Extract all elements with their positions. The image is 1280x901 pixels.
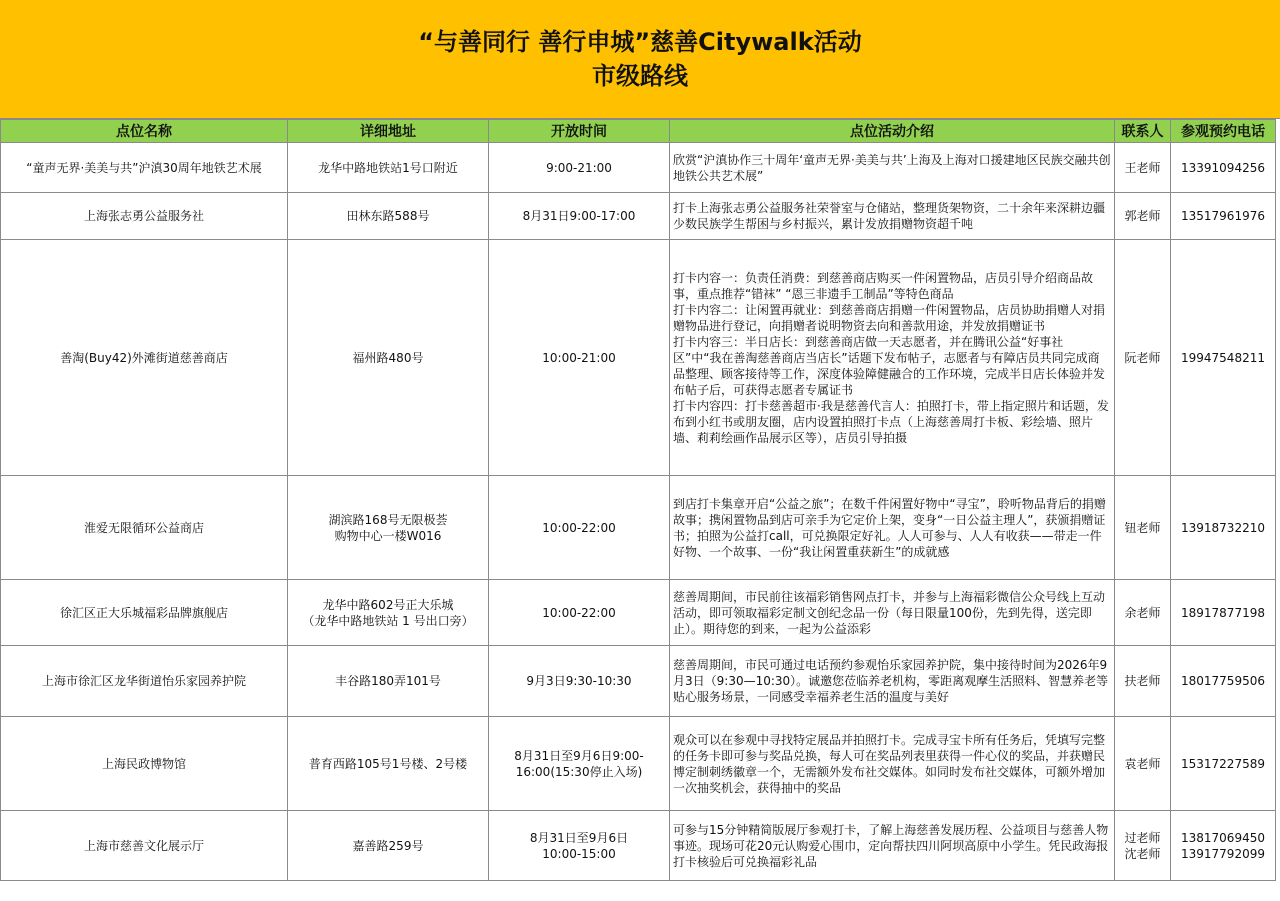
intro-paragraph: 慈善周期间，市民前往该福彩销售网点打卡，并参与上海福彩微信公众号线上互动活动，即可领取福彩定制文创纪念品一份（每日限量100份，先到先得，送完即止）。期待您的到来，一起为公益添彩 bbox=[673, 589, 1106, 636]
address-line: （龙华中路地铁站 1 号出口旁） bbox=[302, 613, 474, 628]
hours-line: 10:00-21:00 bbox=[542, 350, 616, 365]
hours-line: 8月31日9:00-17:00 bbox=[522, 209, 636, 223]
hours-line: 9月3日9:30-10:30 bbox=[526, 674, 632, 688]
table-row bbox=[1, 717, 1276, 811]
location-name-cell: “童声无界·美美与共”沪滇30周年地铁艺术展 bbox=[1, 143, 288, 193]
table-row bbox=[1, 193, 1276, 240]
hours-line: 10:00-15:00 bbox=[542, 846, 616, 861]
phone-number: 13917792099 bbox=[1181, 846, 1265, 861]
phone-cell bbox=[1171, 193, 1276, 240]
opening-hours-cell bbox=[489, 143, 670, 193]
location-name-cell: 善淘(Buy42)外滩街道慈善商店 bbox=[1, 240, 288, 476]
table-row bbox=[1, 240, 1276, 476]
activity-intro-cell bbox=[670, 240, 1115, 476]
address-cell bbox=[288, 811, 489, 881]
contact-name: 阮老师 bbox=[1124, 350, 1161, 365]
opening-hours-cell bbox=[489, 476, 670, 580]
table-header-row bbox=[1, 120, 1276, 143]
location-name-cell: 上海张志勇公益服务社 bbox=[1, 193, 288, 240]
address-line: 龙华中路地铁站1号口附近 bbox=[318, 160, 458, 175]
phone-cell bbox=[1171, 717, 1276, 811]
intro-paragraph: 打卡内容二：让闲置再就业：到慈善商店捐赠一件闲置物品，店员协助捐赠人对捐赠物品进行登记，向捐赠者说明物资去向和善款用途，并发放捐赠证书 bbox=[673, 302, 1106, 333]
address-cell bbox=[288, 580, 489, 646]
address-line: 购物中心一楼W016 bbox=[334, 528, 442, 543]
table-row bbox=[1, 476, 1276, 580]
address-line: 普育西路105号1号楼、2号楼 bbox=[308, 756, 468, 771]
page-title: “与善同行 善行申城”慈善Citywalk活动 bbox=[418, 28, 862, 56]
address-line: 丰谷路180弄101号 bbox=[335, 674, 441, 688]
phone-number: 13517961976 bbox=[1181, 209, 1265, 223]
contact-cell bbox=[1115, 193, 1171, 240]
activity-intro-cell bbox=[670, 193, 1115, 240]
contact-cell bbox=[1115, 580, 1171, 646]
contact-name: 扶老师 bbox=[1124, 674, 1161, 688]
intro-paragraph: 打卡内容三：半日店长：到慈善商店做一天志愿者，并在腾讯公益“好事社区”中“我在善淘慈善商店当店长”话题下发布帖子，志愿者与有障店员共同完成商品整理、顾客接待等工作，深度体验障健融合的工作环境，完成半日店长体验并发布帖子后，可获得志愿者专属证书 bbox=[673, 334, 1106, 397]
table-row bbox=[1, 143, 1276, 193]
hours-line: 10:00-22:00 bbox=[542, 520, 616, 535]
location-name-cell: 淮爱无限循环公益商店 bbox=[1, 476, 288, 580]
activity-intro-cell bbox=[670, 717, 1115, 811]
contact-cell bbox=[1115, 476, 1171, 580]
phone-cell bbox=[1171, 240, 1276, 476]
address-line: 田林东路588号 bbox=[346, 209, 430, 223]
contact-name: 沈老师 bbox=[1124, 846, 1161, 861]
address-cell bbox=[288, 476, 489, 580]
contact-cell bbox=[1115, 240, 1171, 476]
phone-number: 13391094256 bbox=[1181, 160, 1265, 175]
phone-cell bbox=[1171, 143, 1276, 193]
header-activity-intro: 点位活动介绍 bbox=[670, 120, 1115, 143]
phone-cell bbox=[1171, 580, 1276, 646]
header-contact: 联系人 bbox=[1115, 120, 1171, 143]
opening-hours-cell bbox=[489, 811, 670, 881]
activity-intro-cell bbox=[670, 646, 1115, 717]
hours-line: 8月31日至9月6日 bbox=[529, 830, 629, 845]
phone-cell bbox=[1171, 476, 1276, 580]
header-address: 详细地址 bbox=[288, 120, 489, 143]
address-cell bbox=[288, 717, 489, 811]
contact-name: 郭老师 bbox=[1124, 209, 1161, 223]
hours-line: 10:00-22:00 bbox=[542, 605, 616, 620]
contact-name: 袁老师 bbox=[1124, 756, 1161, 771]
hours-line: 8月31日至9月6日9:00-16:00(15:30停止入场) bbox=[514, 748, 644, 779]
activity-intro-cell bbox=[670, 476, 1115, 580]
phone-number: 15317227589 bbox=[1181, 756, 1265, 771]
intro-paragraph: 打卡上海张志勇公益服务社荣誉室与仓储站，整理货架物资，二十余年来深耕边疆少数民族学生帮困与乡村振兴，累计发放捐赠物资超千吨 bbox=[673, 201, 1106, 231]
address-cell bbox=[288, 240, 489, 476]
phone-number: 13817069450 bbox=[1181, 830, 1265, 845]
address-cell bbox=[288, 143, 489, 193]
phone-cell bbox=[1171, 646, 1276, 717]
contact-name: 余老师 bbox=[1124, 605, 1161, 620]
phone-number: 18917877198 bbox=[1181, 605, 1265, 620]
header-banner bbox=[0, 0, 1280, 119]
activity-intro-cell bbox=[670, 580, 1115, 646]
hours-line: 9:00-21:00 bbox=[546, 160, 612, 175]
contact-name: 过老师 bbox=[1124, 830, 1161, 845]
intro-paragraph: 到店打卡集章开启“公益之旅”；在数千件闲置好物中“寻宝”，聆听物品背后的捐赠故事；携闲置物品到店可亲手为它定价上架，变身“一日公益主理人”，获颁捐赠证书；拍照为公益打call，可兑换限定好礼。人人可参与、人人有收获——带走一件好物、一个故事、一份“我让闲置重获新生”的成就感 bbox=[673, 496, 1106, 559]
address-cell bbox=[288, 193, 489, 240]
opening-hours-cell bbox=[489, 580, 670, 646]
intro-paragraph: 慈善周期间，市民可通过电话预约参观怡乐家园养护院，集中接待时间为2026年9月3日（9:30—10:30）。诚邀您莅临养老机构，零距离观摩生活照料、智慧养老等贴心服务场景，一同感受幸福养老生活的温度与美好 bbox=[673, 658, 1109, 704]
location-name-cell: 上海民政博物馆 bbox=[1, 717, 288, 811]
activity-intro-cell bbox=[670, 143, 1115, 193]
address-line: 嘉善路259号 bbox=[352, 838, 424, 853]
contact-cell bbox=[1115, 646, 1171, 717]
contact-cell bbox=[1115, 143, 1171, 193]
contact-name: 王老师 bbox=[1124, 160, 1161, 175]
intro-paragraph: 打卡内容一：负责任消费：到慈善商店购买一件闲置物品，店员引导介绍商品故事，重点推荐“错袜” “恩三非遗手工制品”等特色商品 bbox=[673, 270, 1094, 301]
address-line: 福州路480号 bbox=[352, 350, 424, 365]
intro-paragraph: 打卡内容四：打卡慈善超市·我是慈善代言人：拍照打卡，带上指定照片和话题，发布到小红书或朋友圈，店内设置拍照打卡点（上海慈善周打卡板、彩绘墙、照片墙、莉莉绘画作品展示区等），店员引导拍摄 bbox=[673, 398, 1109, 445]
header-location-name: 点位名称 bbox=[1, 120, 288, 143]
contact-cell bbox=[1115, 717, 1171, 811]
opening-hours-cell bbox=[489, 717, 670, 811]
header-opening-hours: 开放时间 bbox=[489, 120, 670, 143]
contact-cell bbox=[1115, 811, 1171, 881]
address-cell bbox=[288, 646, 489, 717]
contact-name: 钮老师 bbox=[1124, 520, 1161, 535]
phone-number: 13918732210 bbox=[1181, 520, 1265, 535]
intro-paragraph: 欣赏“沪滇协作三十周年‘童声无界·美美与共’上海及上海对口援建地区民族交融共创地铁公共艺术展” bbox=[673, 152, 1111, 183]
page-subtitle: 市级路线 bbox=[592, 62, 688, 90]
opening-hours-cell bbox=[489, 193, 670, 240]
address-line: 湖滨路168号无限极荟 bbox=[328, 512, 448, 527]
location-name-cell: 上海市徐汇区龙华街道怡乐家园养护院 bbox=[1, 646, 288, 717]
address-line: 龙华中路602号正大乐城 bbox=[322, 597, 454, 612]
intro-paragraph: 观众可以在参观中寻找特定展品并拍照打卡。完成寻宝卡所有任务后，凭填写完整的任务卡即可参与奖品兑换，每人可在奖品列表里获得一件心仪的奖品，并获赠民博定制刺绣徽章一个，无需额外发布社交媒体。如同时发布社交媒体，可额外增加一次抽奖机会，获得抽中的奖品 bbox=[673, 732, 1106, 795]
opening-hours-cell bbox=[489, 240, 670, 476]
phone-number: 18017759506 bbox=[1181, 674, 1265, 688]
route-table bbox=[0, 119, 1276, 881]
location-name-cell: 上海市慈善文化展示厅 bbox=[1, 811, 288, 881]
phone-cell bbox=[1171, 811, 1276, 881]
table-row bbox=[1, 646, 1276, 717]
intro-paragraph: 可参与15分钟精简版展厅参观打卡，了解上海慈善发展历程、公益项目与慈善人物事迹。现场可花20元认购爱心围巾，定向帮扶四川阿坝高原中小学生。凭民政海报打卡核验后可兑换福彩礼品 bbox=[673, 822, 1109, 869]
activity-intro-cell bbox=[670, 811, 1115, 881]
header-phone: 参观预约电话 bbox=[1171, 120, 1276, 143]
opening-hours-cell bbox=[489, 646, 670, 717]
table-row bbox=[1, 811, 1276, 881]
phone-number: 19947548211 bbox=[1181, 350, 1265, 365]
location-name-cell: 徐汇区正大乐城福彩品牌旗舰店 bbox=[1, 580, 288, 646]
table-row bbox=[1, 580, 1276, 646]
